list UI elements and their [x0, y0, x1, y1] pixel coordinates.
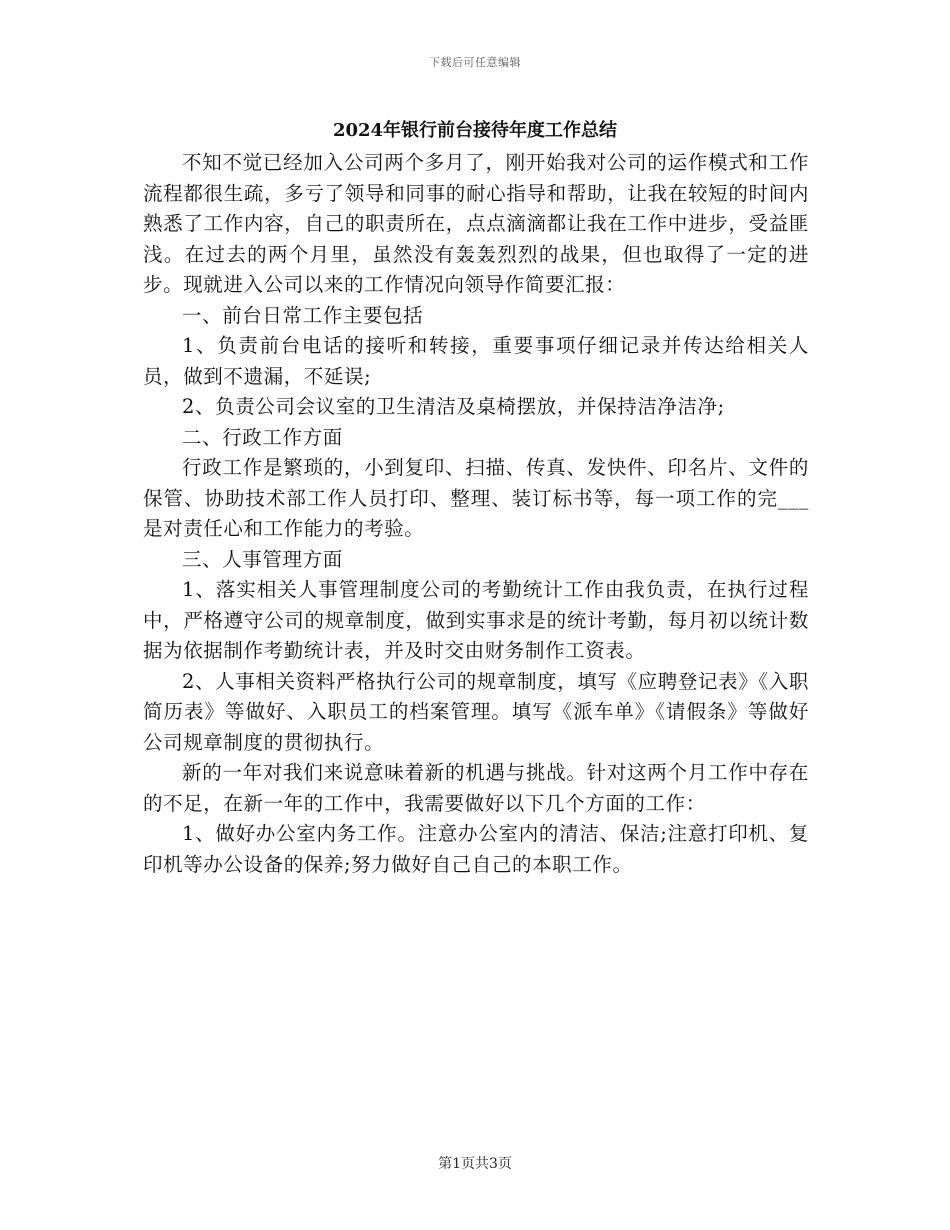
paragraph-item: 2、负责公司会议室的卫生清洁及桌椅摆放，并保持洁净洁净;: [182, 395, 725, 418]
page-number: 第1页共3页: [438, 1156, 512, 1172]
section-heading-hr: 三、人事管理方面: [182, 547, 343, 571]
document-body: [143, 148, 809, 880]
paragraph-new-year: 新的一年对我们来说意味着新的机遇与挑战。针对这两个月工作中存在的不足，在新一年的工作中，我需要做好以下几个方面的工作：: [143, 761, 809, 815]
paragraph-item: 1、落实相关人事管理制度公司的考勤统计工作由我负责，在执行过程中，严格遵守公司的规章制度，做到实事求是的统计考勤，每月初以统计数据为依据制作考勤统计表，并及时交由财务制作工资表。: [143, 578, 809, 662]
section-heading-front-desk: 一、前台日常工作主要包括: [182, 303, 424, 327]
paragraph-item: 2、人事相关资料严格执行公司的规章制度，填写《应聘登记表》《入职简历表》等做好、入职员工的档案管理。填写《派车单》《请假条》等做好公司规章制度的贯彻执行。: [143, 669, 809, 754]
document-title: 2024年银行前台接待年度工作总结: [332, 120, 618, 141]
paragraph-admin: 行政工作是繁琐的，小到复印、扫描、传真、发快件、印名片、文件的保管、协助技术部工作人员打印、整理、装订标书等，每一项工作的完___是对责任心和工作能力的考验。: [143, 456, 809, 540]
section-heading-admin: 二、行政工作方面: [182, 425, 343, 449]
page-header-note: 下载后可任意编辑: [429, 56, 521, 69]
paragraph-item: 1、负责前台电话的接听和转接，重要事项仔细记录并传达给相关人员，做到不遗漏，不延误;: [143, 334, 809, 388]
paragraph-intro: 不知不觉已经加入公司两个多月了，刚开始我对公司的运作模式和工作流程都很生疏，多亏了领导和同事的耐心指导和帮助，让我在较短的时间内熟悉了工作内容，自己的职责所在，点点滴滴都让我在工作中进步，受益匪浅。在过去的两个月里，虽然没有轰轰烈烈的战果，但也取得了一定的进步。现就进入公司以来的工作情况向领导作简要汇报：: [143, 151, 809, 296]
paragraph-item: 1、做好办公室内务工作。注意办公室内的清洁、保洁;注意打印机、复印机等办公设备的保养;努力做好自己自己的本职工作。: [143, 822, 809, 876]
